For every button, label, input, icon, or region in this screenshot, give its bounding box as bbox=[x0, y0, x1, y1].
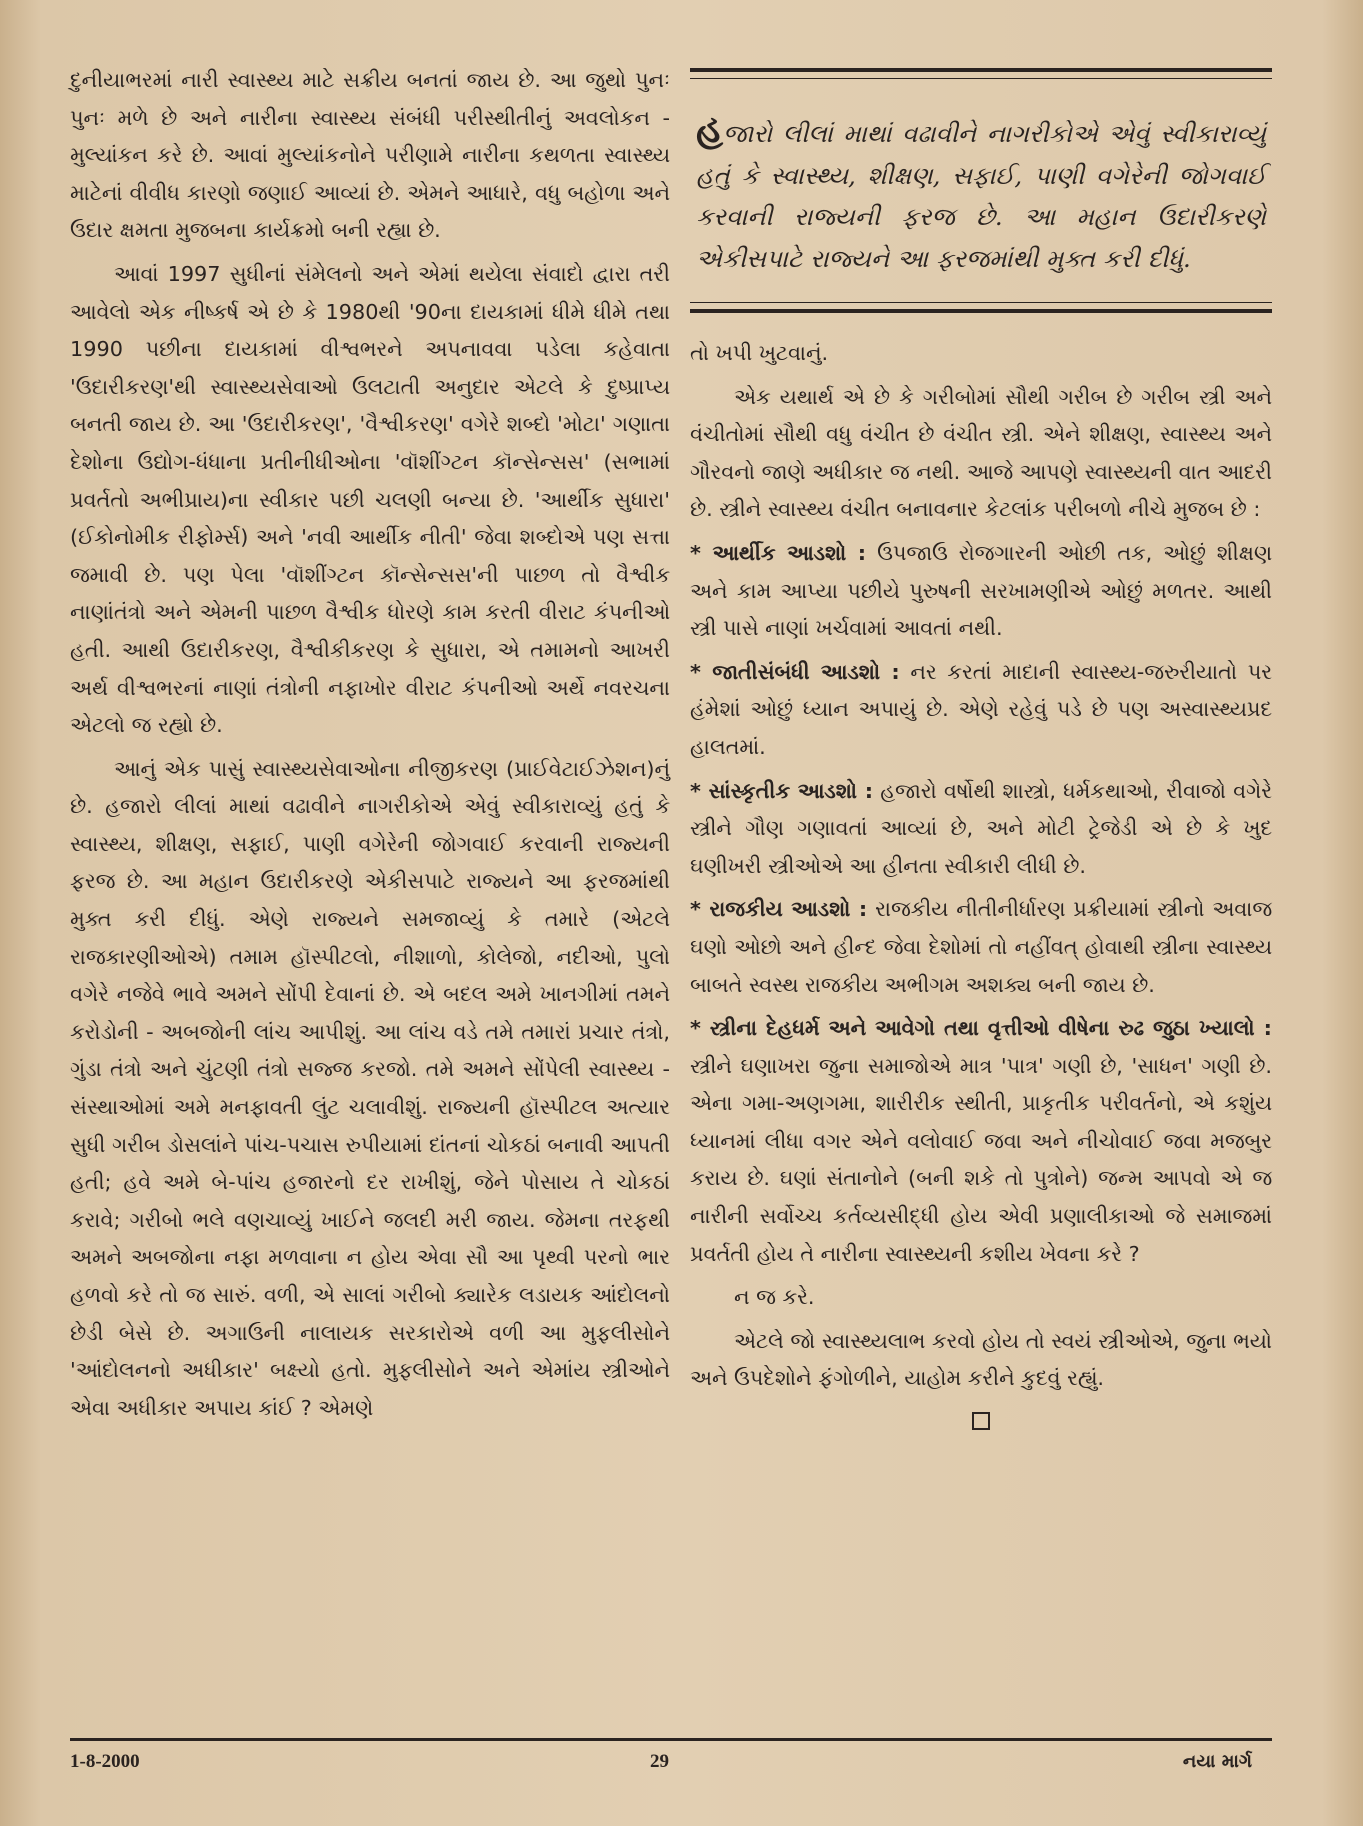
barrier-text: રાજકીય નીતીનીર્ધારણ પ્રક્રીયામાં સ્ત્રીનો અવાજ ઘણો ઓછો અને હીન્દ જેવા દેશોમાં તો નહીંવત્ હોવાથી સ્ત્રીના સ્વાસ્થ્ય બાબતે સ્વસ્થ રાજકીય અભીગમ અશક્ય બની જાય છે. bbox=[690, 897, 1273, 997]
barrier-item bbox=[690, 1010, 1272, 1273]
barrier-heading: * જાતીસંબંધી આડશો : bbox=[690, 659, 900, 684]
barrier-heading: * સાંસ્કૃતીક આડશો : bbox=[690, 778, 874, 803]
paragraph: ન જ કરે. bbox=[734, 1285, 815, 1310]
paragraph: આનું એક પાસું સ્વાસ્થ્યસેવાઓના નીજીકરણ (પ્રાઈવેટાઈઝેશન)નું છે. હજારો લીલાં માથાં વઢાવીને નાગરીકોએ એવું સ્વીકારાવ્યું હતું કે સ્વાસ્થ્ય, શીક્ષણ, સફાઈ, પાણી વગેરેની જોગવાઈ કરવાની રાજ્યની ફરજ છે. આ મહાન ઉદારીકરણે એકીસપાટે રાજ્યને આ ફરજમાંથી મુક્ત કરી દીધું. એણે રાજ્યને સમજાવ્યું કે તમારે (એટલે રાજકારણીઓએ) તમામ હૉસ્પીટલો, નીશાળો, કોલેજો, નદીઓ, પુલો વગેરે નજેવે ભાવે અમને સોંપી દેવાનાં છે. એ બદલ અમે ખાનગીમાં તમને કરોડોની - અબજોની લાંચ આપીશું. આ લાંચ વડે તમે તમારાં પ્રચાર તંત્રો, ગુંડા તંત્રો અને ચુંટણી તંત્રો સજ્જ કરજો. તમે અમને સોંપેલી સ્વાસ્થ્ય - સંસ્થાઓમાં અમે મનફાવતી લુંટ ચલાવીશું. રાજ્યની હૉસ્પીટલ અત્યાર સુધી ગરીબ ડોસલાંને પાંચ-પચાસ રુપીયામાં દાંતનાં ચોકઠાં બનાવી આપતી હતી; હવે અમે બે-પાંચ હજારનો દર રાખીશું, જેને પોસાય તે ચોકઠાં કરાવે; ગરીબો ભલે વણચાવ્યું ખાઈને જલદી મરી જાય. જેમના તરફથી અમને અબજોના નફા મળવાના ન હોય એવા સૌ આ પૃથ્વી પરનો ભાર હળવો કરે તો જ સારું. વળી, એ સાલાં ગરીબો ક્યારેક લડાયક આંદોલનો છેડી બેસે છે. અગાઉની નાલાયક સરકારોએ વળી આ મુફલીસોને 'આંદોલનનો અધીકાર' બક્ષ્યો હતો. મુફલીસોને અને એમાંય સ્ત્રીઓને એવા અધીકાર અપાય કાંઈ ? એમણે bbox=[70, 756, 670, 1420]
pull-quote-body: જારો લીલાં માથાં વઢાવીને નાગરીકોએ એવું સ્વીકારાવ્યું હતું કે સ્વાસ્થ્ય, શીક્ષણ, સફાઈ, પાણી વગેરેની જોગવાઈ કરવાની રાજ્યની ફરજ છે. આ મહાન ઉદારીકરણે એકીસપાટે રાજ્યને આ ફરજમાંથી મુક્ત કરી દીધું. bbox=[696, 119, 1266, 273]
barrier-text: સ્ત્રીને ઘણાખરા જુના સમાજોએ માત્ર 'પાત્ર' ગણી છે, 'સાધન' ગણી છે. એના ગમા-અણગમા, શારીરીક સ્થીતી, પ્રાકૃતીક પરીવર્તનો, એ કશુંય ધ્યાનમાં લીધા વગર એને વલોવાઈ જવા અને નીચોવાઈ જવા મજબુર કરાય છે. ઘણાં સંતાનોને (બની શકે તો પુત્રોને) જન્મ આપવો એ જ નારીની સર્વોચ્ચ કર્તવ્યસીદ્ધી હોય એવી પ્રણાલીકાઓ જે સમાજમાં પ્રવર્તતી હોય તે નારીના સ્વાસ્થ્યની કશીય ખેવના કરે ? bbox=[690, 1053, 1272, 1266]
barrier-text: નર કરતાં માદાની સ્વાસ્થ્ય-જરુરીયાતો પર હંમેશાં ઓછું ધ્યાન અપાયું છે. એણે રહેવું પડે છે પણ અસ્વાસ્થ્યપ્રદ હાલતમાં. bbox=[690, 659, 1272, 759]
barrier-heading: * રાજકીય આડશો : bbox=[690, 897, 868, 922]
barrier-text: હજારો વર્ષોથી શાસ્ત્રો, ધર્મકથાઓ, રીવાજો વગેરે સ્ત્રીને ગૌણ ગણાવતાં આવ્યાં છે, અને મોટી ટ્રેજેડી એ છે કે ખુદ ઘણીખરી સ્ત્રીઓએ આ હીનતા સ્વીકારી લીધી છે. bbox=[690, 778, 1272, 878]
paragraph: એટલે જો સ્વાસ્થ્યલાભ કરવો હોય તો સ્વયં સ્ત્રીઓએ, જુના ભયો અને ઉપદેશોને ફંગોળીને, યાહોમ કરીને કુદવું રહ્યું. bbox=[690, 1328, 1272, 1391]
page-footer bbox=[70, 1738, 1272, 1772]
barrier-item bbox=[690, 654, 1272, 767]
page-number: 29 bbox=[650, 1751, 669, 1772]
barrier-text: ઉપજાઉ રોજગારની ઓછી તક, ઓછું શીક્ષણ અને કામ આપ્યા પછીયે પુરુષની સરખામણીએ ઓછું મળતર. આથી સ્ત્રી પાસે નાણાં ખર્ચવામાં આવતાં નથી. bbox=[690, 540, 1272, 641]
left-column bbox=[70, 62, 670, 1433]
paragraph: દુનીયાભરમાં નારી સ્વાસ્થ્ય માટે સક્રીય બનતાં જાય છે. આ જુથો પુનઃ પુનઃ મળે છે અને નારીના સ્વાસ્થ્ય સંબંધી પરીસ્થીતીનું અવલોકન - મુલ્યાંકન કરે છે. આવાં મુલ્યાંકનોને પરીણામે નારીના કથળતા સ્વાસ્થ્ય માટેનાં વીવીધ કારણો જણાઈ આવ્યાં છે. એમને આધારે, વધુ બહોળા અને ઉદાર ક્ષમતા મુજબના કાર્યક્રમો બની રહ્યા છે. bbox=[70, 68, 670, 243]
barrier-heading: * સ્ત્રીના દેહધર્મ અને આવેગો તથા વૃત્તીઓ વીષેના રુઢ જુઠા ખ્યાલો : bbox=[690, 1016, 1272, 1041]
footer-date: 1-8-2000 bbox=[70, 1751, 140, 1772]
barrier-heading: * આર્થીક આડશો : bbox=[690, 540, 867, 565]
magazine-name: નયા માર્ગ bbox=[1182, 1751, 1252, 1772]
drop-cap: હ bbox=[696, 106, 724, 151]
paragraph: એક યથાર્થ એ છે કે ગરીબોમાં સૌથી ગરીબ છે ગરીબ સ્ત્રી અને વંચીતોમાં સૌથી વધુ વંચીત છે વંચીત સ્ત્રી. એને શીક્ષણ, સ્વાસ્થ્ય અને ગૌરવનો જાણે અધીકાર જ નથી. આજે આપણે સ્વાસ્થ્યની વાત આદરી છે. સ્ત્રીને સ્વાસ્થ્ય વંચીત બનાવનાર કેટલાંક પરીબળો નીચે મુજબ છે : bbox=[690, 384, 1272, 522]
paragraph: તો ખપી ખુટવાનું. bbox=[690, 341, 829, 365]
barrier-item bbox=[690, 535, 1272, 648]
barrier-item bbox=[690, 891, 1272, 1004]
paragraph: આવાં 1997 સુધીનાં સંમેલનો અને એમાં થયેલા સંવાદો દ્વારા તરી આવેલો એક નીષ્કર્ષ એ છે કે 1980થી '90ના દાયકામાં ધીમે ધીમે તથા 1990 પછીના દાયકામાં વીશ્વભરને અપનાવવા પડેલા કહેવાતા 'ઉદારીકરણ'થી સ્વાસ્થ્યસેવાઓ ઉલટાતી અનુદાર એટલે કે દુષ્પ્રાપ્ય બનતી જાય છે. આ 'ઉદારીકરણ', 'વૈશ્વીકરણ' વગેરે શબ્દો 'મોટા' ગણાતા દેશોના ઉદ્યોગ-ધંધાના પ્રતીનીધીઓના 'વૉશીંગ્ટન કૉન્સેન્સસ' (સભામાં પ્રવર્તતો અભીપ્રાય)ના સ્વીકાર પછી ચલણી બન્યા છે. 'આર્થીક સુધારા' (ઈકોનોમીક રીફોર્મ્સ) અને 'નવી આર્થીક નીતી' જેવા શબ્દોએ પણ સત્તા જમાવી છે. પણ પેલા 'વૉશીંગ્ટન કૉન્સેન્સસ'ની પાછળ તો વૈશ્વીક નાણાંતંત્રો અને એમની પાછળ વૈશ્વીક ધોરણે કામ કરતી વીરાટ કંપનીઓ હતી. આથી ઉદારીકરણ, વૈશ્વીકીકરણ કે સુધારા, એ તમામનો આખરી અર્થ વીશ્વભરનાં નાણાં તંત્રોની નફાખોર વીરાટ કંપનીઓ અર્થે નવરચના એટલો જ રહ્યો છે. bbox=[70, 261, 670, 738]
right-column bbox=[690, 68, 1272, 1430]
pull-quote bbox=[690, 68, 1272, 313]
barrier-item bbox=[690, 773, 1272, 886]
end-of-article-mark bbox=[972, 1412, 990, 1430]
pull-quote-text bbox=[696, 108, 1266, 279]
